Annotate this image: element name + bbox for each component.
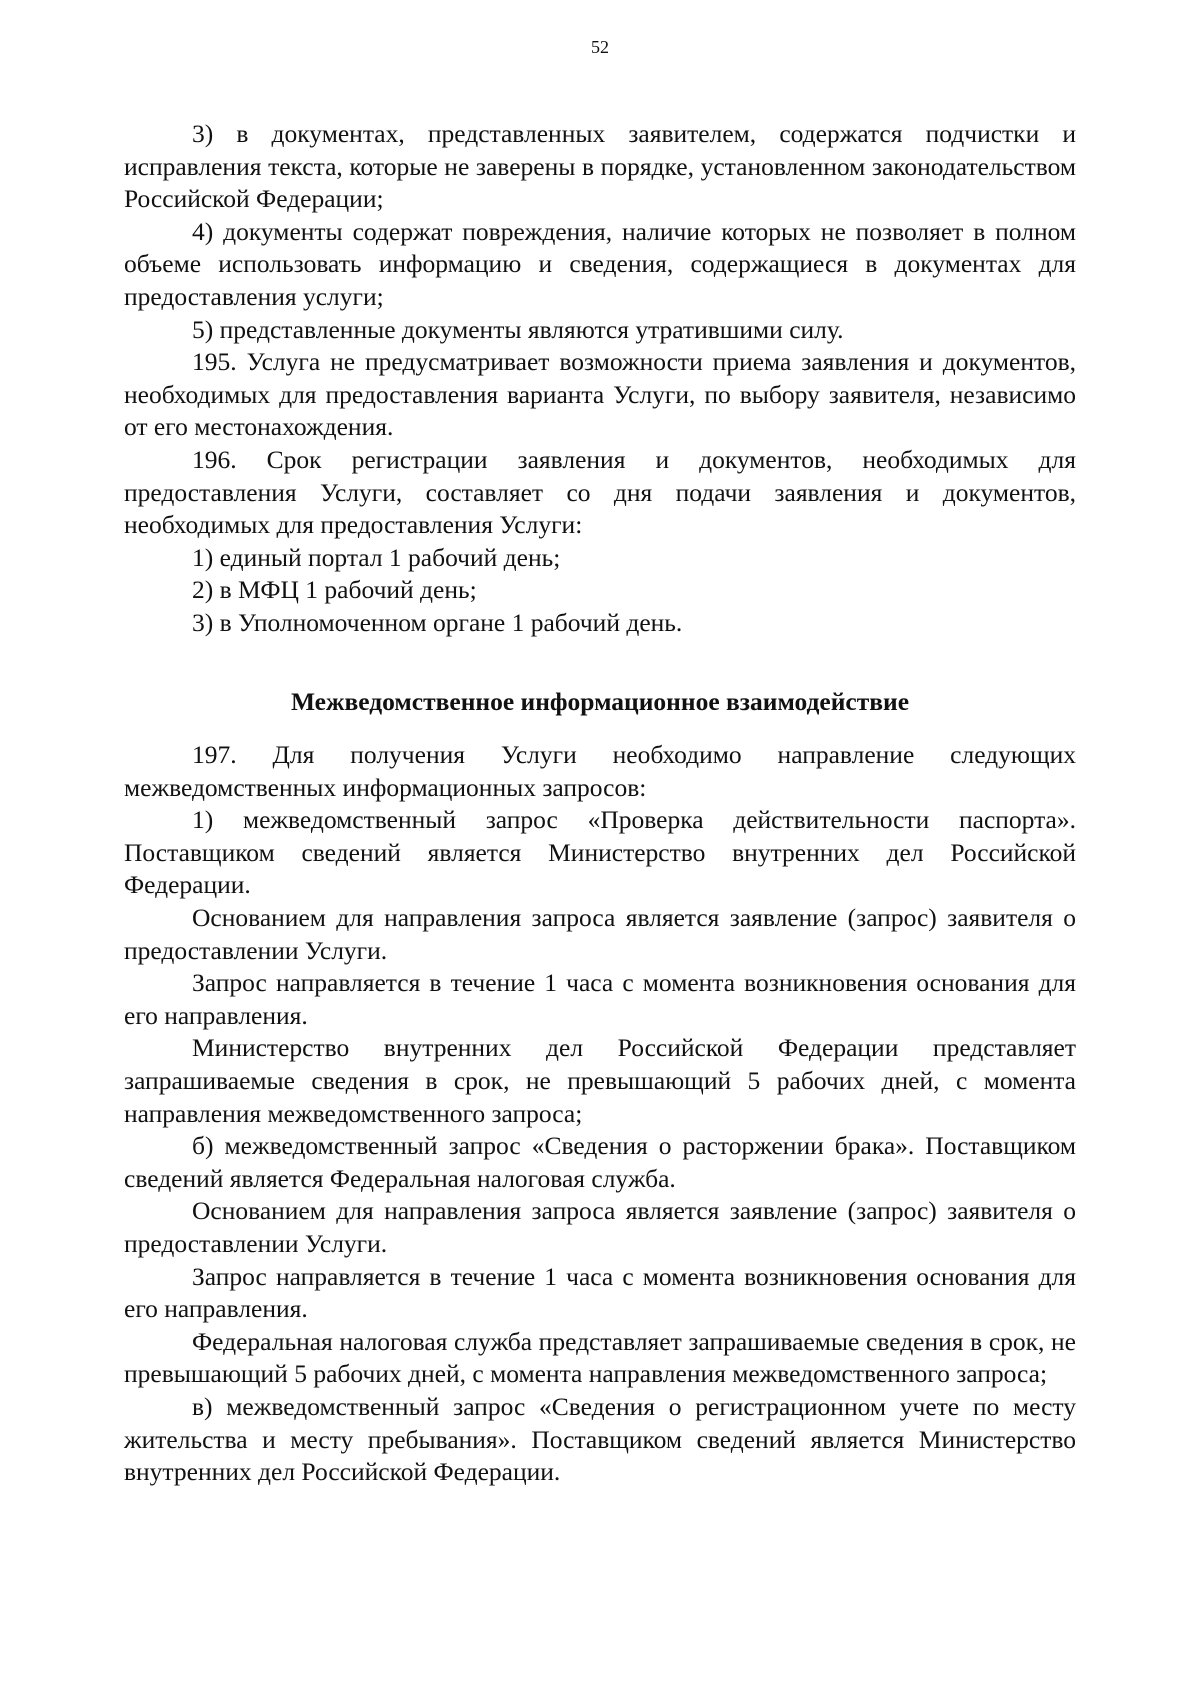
request-divorce: б) межведомственный запрос «Сведения о расторжении брака». Поставщиком сведений является Федеральная налоговая служба. xyxy=(124,1131,1076,1193)
list-item-portal: 1) единый портал 1 рабочий день; xyxy=(192,542,561,572)
page-number: 52 xyxy=(591,37,609,57)
paragraph-197: 197. Для получения Услуги необходимо направление следующих межведомственных информационных запросов: xyxy=(124,740,1076,802)
request-passport: 1) межведомственный запрос «Проверка действительности паспорта». Поставщиком сведений является Министерство внутренних дел Российской Федерации. xyxy=(124,805,1076,900)
paragraph-195: 195. Услуга не предусматривает возможности приема заявления и документов, необходимых для предоставления варианта Услуги, по выбору заявителя, независимо от его местонахождения. xyxy=(124,347,1076,442)
basis-paragraph: Основанием для направления запроса является заявление (запрос) заявителя о предоставлении Услуги. xyxy=(124,903,1076,965)
document-body xyxy=(124,118,1076,1489)
list-item-authority: 3) в Уполномоченном органе 1 рабочий день. xyxy=(192,607,683,637)
request-registration: в) межведомственный запрос «Сведения о регистрационном учете по месту жительства и месту пребывания». Поставщиком сведений является Министерство внутренних дел Российской Федерации. xyxy=(124,1391,1076,1487)
timing-paragraph: Запрос направляется в течение 1 часа с момента возникновения основания для его направления. xyxy=(124,1261,1076,1324)
timing-paragraph: Запрос направляется в течение 1 часа с момента возникновения основания для его направления. xyxy=(124,968,1076,1030)
basis-paragraph: Основанием для направления запроса является заявление (запрос) заявителя о предоставлении Услуги. xyxy=(124,1196,1076,1258)
mvd-deadline-paragraph: Министерство внутренних дел Российской Федерации представляет запрашиваемые сведения в срок, не превышающий 5 рабочих дней, с момента направления межведомственного запроса; xyxy=(124,1033,1076,1128)
paragraph-item-3: 3) в документах, представленных заявителем, содержатся подчистки и исправления текста, которые не заверены в порядке, установленном законодательством Российской Федерации; xyxy=(124,119,1076,214)
section-heading: Межведомственное информационное взаимодействие xyxy=(290,686,910,716)
paragraph-item-4: 4) документы содержат повреждения, наличие которых не позволяет в полном объеме использовать информацию и сведения, содержащиеся в документах для предоставления услуги; xyxy=(124,216,1076,311)
list-item-mfc: 2) в МФЦ 1 рабочий день; xyxy=(192,575,477,605)
paragraph-item-5: 5) представленные документы являются утратившими силу. xyxy=(192,314,844,344)
paragraph-196: 196. Срок регистрации заявления и документов, необходимых для предоставления Услуги, составляет со дня подачи заявления и документов, необходимых для предоставления Услуги: xyxy=(124,444,1076,540)
fns-deadline-paragraph: Федеральная налоговая служба представляет запрашиваемые сведения в срок, не превышающий 5 рабочих дней, с момента направления межведомственного запроса; xyxy=(124,1326,1076,1389)
